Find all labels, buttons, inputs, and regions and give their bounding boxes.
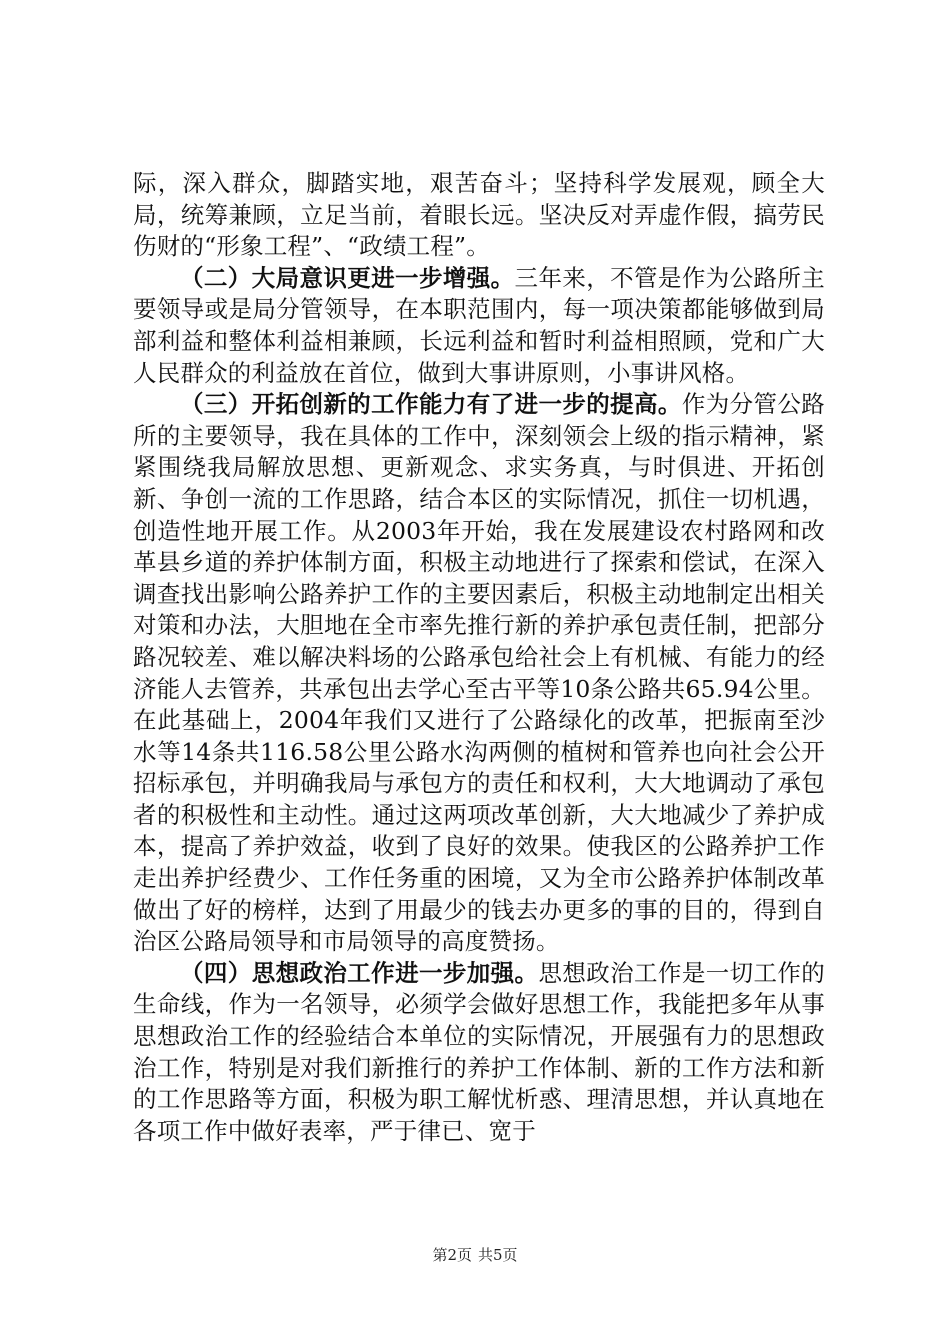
section-heading: （二）大局意识更进一步增强。 (180, 263, 515, 292)
paragraph-section-4 (133, 958, 825, 1148)
paragraph-continuation (133, 168, 825, 263)
paragraph-text: 三年来，不管是作为公路所主要领导或是局分管领导，在本职范围内，每一项决策都能够做到局部利益和整体利益相兼顾，长远利益和暂时利益相照顾，党和广大人民群众的利益放在首位，做到大事讲原则，小事讲风格。 (133, 263, 825, 387)
page-number: 第2页 (432, 1246, 472, 1264)
paragraph-text: 作为分管公路所的主要领导，我在具体的工作中，深刻领会上级的指示精神，紧紧围绕我局解放思想、更新观念、求实务真，与时俱进、开拓创新、争创一流的工作思路，结合本区的实际情况，抓住一切机遇，创造性地开展工作。从2003年开始，我在发展建设农村路网和改革县乡道的养护体制方面，积极主动地进行了探索和偿试，在深入调查找出影响公路养护工作的主要因素后，积极主动地制定出相关对策和办法，大胆地在全市率先推行新的养护承包责任制，把部分路况较差、难以解决料场的公路承包给社会上有机械、有能力的经济能人去管养，共承包出去学心至古平等10条公路共65.94公里。在此基础上，2004年我们又进行了公路绿化的改革，把振南至沙水等14条共116.58公里公路水沟两侧的植树和管养也向社会公开招标承包，并明确我局与承包方的责任和权利，大大地调动了承包者的积极性和主动性。通过这两项改革创新，大大地减少了养护成本，提高了养护效益，收到了良好的效果。使我区的公路养护工作走出养护经费少、工作任务重的困境，又为全市公路养护体制改革做出了好的榜样，达到了用最少的钱去办更多的事的目的，得到自治区公路局领导和市局领导的高度赞扬。 (133, 390, 826, 956)
page-total: 共5页 (478, 1246, 518, 1264)
paragraph-text: 思想政治工作是一切工作的生命线，作为一名领导，必须学会做好思想工作，我能把多年从事思想政治工作的经验结合本单位的实际情况，开展强有力的思想政治工作，特别是对我们新推行的养护工作体制、新的工作方法和新的工作思路等方面，积极为职工解忧析惑、理清思想，并认真地在各项工作中做好表率，严于律已、宽于 (133, 958, 826, 1145)
paragraph-section-2 (133, 263, 825, 389)
paragraph-section-3 (133, 389, 825, 958)
section-heading: （三）开拓创新的工作能力有了进一步的提高。 (180, 390, 682, 419)
page-footer (0, 1244, 950, 1265)
document-body (133, 168, 825, 1147)
paragraph-text: 际，深入群众，脚踏实地，艰苦奋斗；坚持科学发展观，顾全大局，统筹兼顾，立足当前，着眼长远。坚决反对弄虚作假，搞劳民伤财的“形象工程”、“政绩工程”。 (133, 169, 825, 261)
section-heading: （四）思想政治工作进一步加强。 (180, 958, 539, 987)
